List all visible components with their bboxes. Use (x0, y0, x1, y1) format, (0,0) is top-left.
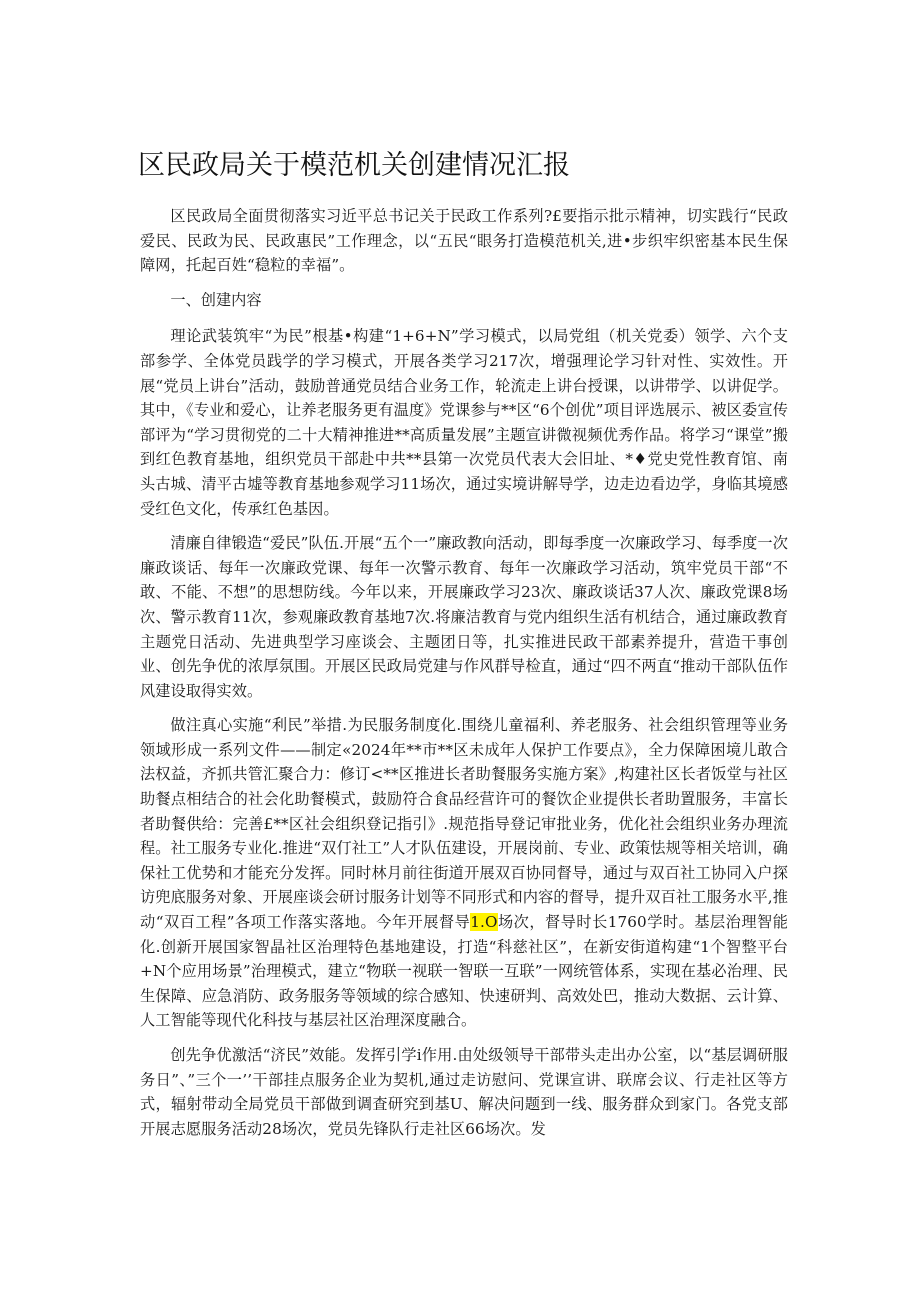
section-heading: 一、创建内容 (170, 290, 262, 309)
paragraph-excellence: 创先争优激活“济民”效能。发挥引学i作用.由处级领导干部带头走出办公室，以“基层调研服务日”、”三个一’’干部挂点服务企业为契机,通过走访慰问、党课宣讲、联席会议、行走社区等方式，辐射带动全局党员干部做到调査研究到基U、解决问题到一线、服务群众到家门。各党支部开展志愿服务活动28场次，党员先锋队行走社区66场次。发 (140, 1046, 788, 1138)
paragraph-integrity: 清廉自律锻造“爱民”队伍.开展“五个一”廉政教向活动，即每季度一次廉政学习、每季度一次廉政谈话、每年一次廉政党课、每年一次警示教育、每年一次廉政学习活动，筑牢党员干部“不敢、不能、不想”的思想防线。今年以来，开展廉政学习23次、廉政谈话37人次、廉政党课8场次、警示教育11次，参观廉政教育基地7次.将廉洁教育与党内组织生活有机结合，通过廉政教育主题党日活动、先进典型学习座谈会、主题团日等，扎实推进民政干部素养提升，营造干事创业、创先争优的浓厚氛围。开展区民政局党建与作风群导检直，通过“四不两直“推动干部队伍作风建设取得实效。 (140, 534, 788, 700)
paragraph-theory: 理论武装筑牢“为民”根基•构建“1+6+N”学习模式，以局党组（机关党委）领学、六个支部参学、全体党员践学的学习模式，开展各类学习217次，增强理论学习针对性、实效性。开展“党员上讲台”活动，鼓励普通党员结合业务工作，轮流走上讲台授课，以讲带学、以讲促学。其中，《专业和爱心，让养老服务更有温度》党课参与**区“6个创优”项目评选展示、被区委宣传部评为“学习贯彻党的二十大精神推进**高质量发展”主题宣讲微视频优秀作品。将学习“课堂”搬到红色教育基地，组织党员干部赴中共**县第一次党员代表大会旧址、*♦党史党性教育馆、南头古城、清平古墟等教育基地参观学习11场次，通过实境讲解导学，边走边看边学，身临其境感受红色文化，传承红色基因。 (140, 327, 788, 518)
paragraph-service (140, 713, 788, 1033)
document-title: 区民政局关于模范机关创建情况汇报 (138, 150, 570, 181)
document-page (140, 148, 788, 1151)
highlighted-number: 1.O (470, 913, 498, 932)
intro-paragraph: 区民政局全面贯彻落实习近平总书记关于民政工作系列?£要指示批示精神，切实践行“民政爱民、民政为民、民政惠民”工作理念，以“五民“眼务打造模范机关,进•步织牢织密基本民生保障网，托起百姓“稳粒的幸福”。 (140, 207, 788, 275)
paragraph-service-text-before: 做注真心实施“利民”举措.为民服务制度化.围绕儿童福利、养老服务、社会组织管理等业务领域形成一系列文件——制定«2024年**市**区未成年人保护工作要点》，全力保障困境儿敢合法权益，齐抓共管汇聚合力：修订<**区推进长者助餐服务实施方案》,构建社区长者饭堂与社区助餐点相结合的社会化助餐模式，鼓励符合食品经营许可的餐饮企业提供长者助置服务，丰富长者助餐供给：完善£**区社会组织登记指引》.规范指导登记审批业务，优化社会组织业务办理流程。社工服务专业化.推进“双仃社工”人才队伍建设，开展岗前、专业、政策怯规等相关培训，确保社工优势和才能充分发挥。同时林月前往街道开展双百协同督导，通过与双百社工协同入户探访兜底服务对象、开展座谈会研讨服务计划等不同形式和内容的督导，提升双百社工服务水平,推动“双百工程”各项工作落实落地。今年开展督导 (140, 716, 788, 932)
paragraph-service-text-after: 场次，督导时长1760学时。基层治理智能化.创新开展国家智晶社区治理特色基地建设，打造“科慈社区”，在新安街道构建“1个智整平台+N个应用场景”治理模式，建立“物联一视联一智联一互联”一网统管体系，实现在基必治理、民生保障、应急消防、政务服务等领域的综合感知、快速研判、高效处巴，推动大数据、云计算、人工智能等现代化科技与基层社区治理深度融合。 (140, 913, 789, 1030)
